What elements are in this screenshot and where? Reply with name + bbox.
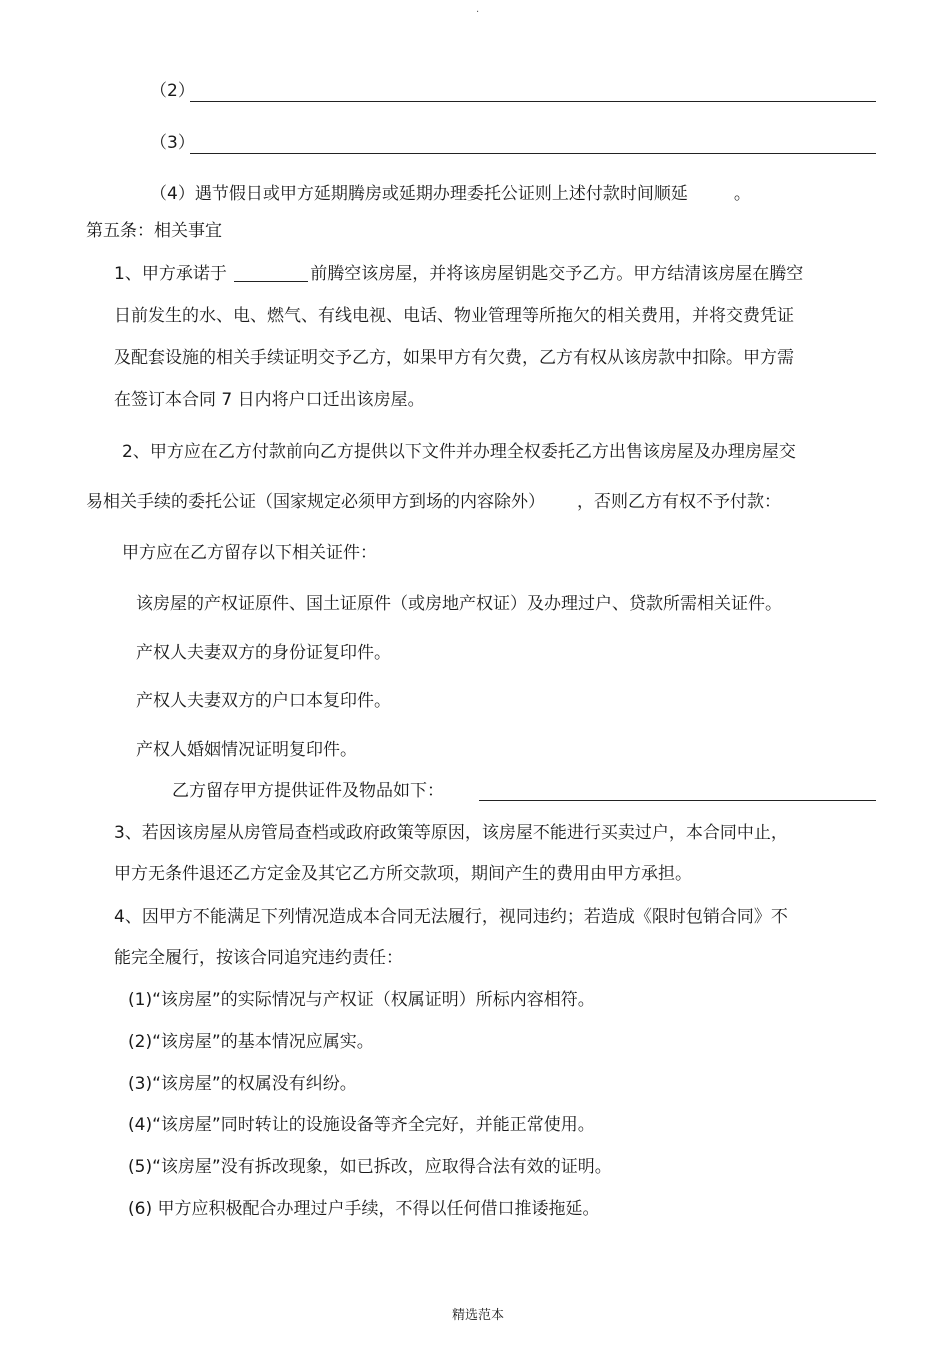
clause1-line1: [114, 263, 803, 285]
condition-item: (4)“该房屋”同时转让的设施设备等齐全完好，并能正常使用。: [128, 1115, 595, 1135]
clause1-suffix: 前腾空该房屋，并将该房屋钥匙交予乙方。甲方结清该房屋在腾空: [310, 264, 804, 284]
item-2-label: （2）: [150, 81, 195, 101]
condition-item: (3)“该房屋”的权属没有纠纷。: [128, 1074, 357, 1094]
item-4-text: [150, 183, 751, 205]
condition-item: (1)“该房屋”的实际情况与产权证（权属证明）所标内容相符。: [128, 990, 595, 1010]
item-2-blank-line[interactable]: [190, 101, 876, 102]
item-4-label: （4）遇节假日或甲方延期腾房或延期办理委托公证则上述付款时间顺延: [150, 184, 688, 204]
condition-item: (6) 甲方应积极配合办理过户手续，不得以任何借口推诿拖延。: [128, 1199, 600, 1219]
article-title: 第五条：相关事宜: [86, 221, 222, 241]
clause1-line4: 在签订本合同 7 日内将户口迁出该房屋。: [114, 390, 425, 410]
retained-items-label: 乙方留存甲方提供证件及物品如下：: [172, 781, 444, 801]
clause2-line2: [86, 491, 781, 513]
doc-item: 产权人夫妻双方的户口本复印件。: [136, 691, 391, 711]
clause3-line1: 3、若因该房屋从房管局查档或政府政策等原因，该房屋不能进行买卖过户，本合同中止，: [114, 823, 788, 843]
footer-text: 精选范本: [452, 1308, 505, 1323]
retained-items-blank-line[interactable]: [479, 800, 876, 801]
item-3-blank-line[interactable]: [190, 153, 876, 154]
clause2-line2a: 易相关手续的委托公证（国家规定必须甲方到场的内容除外）: [86, 492, 545, 512]
clause4-line1: 4、因甲方不能满足下列情况造成本合同无法履行，视同违约；若造成《限时包销合同》不: [114, 907, 788, 927]
clause1-line3: 及配套设施的相关手续证明交予乙方，如果甲方有欠费，乙方有权从该房款中扣除。甲方需: [114, 348, 794, 368]
clause2-line3: 甲方应在乙方留存以下相关证件：: [122, 543, 377, 563]
doc-item: 产权人夫妻双方的身份证复印件。: [136, 643, 391, 663]
clause2-line1: 2、甲方应在乙方付款前向乙方提供以下文件并办理全权委托乙方出售该房屋及办理房屋交: [122, 442, 796, 462]
clause3-line2: 甲方无条件退还乙方定金及其它乙方所交款项，期间产生的费用由甲方承担。: [114, 864, 692, 884]
header-mark: .: [476, 4, 480, 15]
condition-item: (2)“该房屋”的基本情况应属实。: [128, 1032, 374, 1052]
clause1-line2: 日前发生的水、电、燃气、有线电视、电话、物业管理等所拖欠的相关费用，并将交费凭证: [114, 306, 794, 326]
item-4-end: 。: [733, 184, 751, 204]
clause1-prefix: 1、甲方承诺于: [114, 264, 227, 284]
doc-item: 产权人婚姻情况证明复印件。: [136, 740, 357, 760]
clause4-line2: 能完全履行，按该合同追究违约责任：: [114, 948, 403, 968]
clause2-line2b: ，否则乙方有权不予付款：: [577, 492, 781, 512]
condition-item: (5)“该房屋”没有拆改现象，如已拆改，应取得合法有效的证明。: [128, 1157, 612, 1177]
doc-item: 该房屋的产权证原件、国土证原件（或房地产权证）及办理过户、贷款所需相关证件。: [136, 594, 782, 614]
date-blank[interactable]: [234, 263, 308, 282]
item-3-label: （3）: [150, 133, 195, 153]
